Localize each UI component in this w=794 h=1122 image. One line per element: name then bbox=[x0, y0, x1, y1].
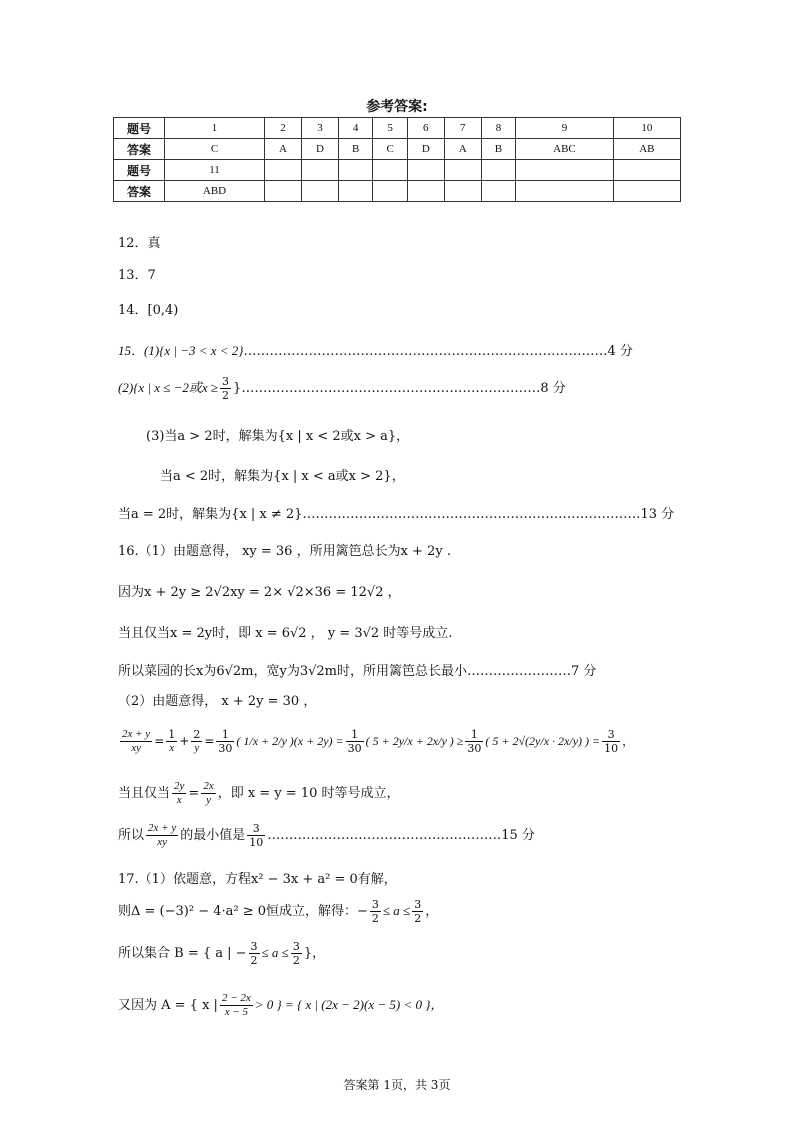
table-cell: 9 bbox=[516, 118, 614, 139]
row-label: 题号 bbox=[114, 160, 165, 181]
answer-16-line4: 所以菜园的长x为6√2m，宽y为3√2m时，所用篱笆总长最小……………………7 分 bbox=[118, 664, 597, 679]
table-cell bbox=[613, 181, 680, 202]
table-cell bbox=[444, 181, 481, 202]
row-label: 答案 bbox=[114, 139, 165, 160]
table-cell: ABC bbox=[516, 139, 614, 160]
answer-15-part1: 15．(1){x | −3 < x < 2}…………………………………………………………………………4 分 bbox=[118, 343, 633, 359]
answer-17-line2: 则Δ = (−3)² − 4·a² ≥ 0恒成立，解得：− $\frac{3}{2}$ ≤ a ≤ $\frac{3}{2}$ ， bbox=[118, 898, 439, 925]
table-cell bbox=[516, 181, 614, 202]
table-cell bbox=[338, 160, 372, 181]
answer-16-minimum: 所以 $\frac{2x + y}{xy}$ 的最小值是 $\frac{3}{10}$ ………………………………………………15 分 bbox=[118, 822, 535, 849]
answer-13: 13．7 bbox=[118, 268, 156, 283]
table-cell: A bbox=[265, 139, 302, 160]
answer-16-equality: 当且仅当 $\frac{2y}{x}$ = $\frac{2x}{y}$ ，即 x = y = 10 时等号成立， bbox=[118, 780, 400, 806]
answer-14: 14．[0,4) bbox=[118, 303, 179, 318]
answer-15-part2: (2){x | x ≤ −2或x ≥ $\frac{3}{2}$ }……………………………………………………………8 分 bbox=[118, 375, 566, 402]
answer-title: 参考答案: bbox=[366, 99, 428, 115]
table-cell: C bbox=[373, 139, 407, 160]
answer-17-line3: 所以集合 B = { a | − $\frac{3}{2}$ ≤ a ≤ $\frac{3}{2}$ }， bbox=[118, 940, 326, 967]
table-cell bbox=[407, 181, 444, 202]
answer-17-line4: 又因为 A = { x | $\frac{2 - 2x}{x - 5}$ > 0 } = { x | (2x − 2)(x − 5) < 0 }， bbox=[118, 992, 444, 1018]
table-cell: D bbox=[302, 139, 339, 160]
table-cell: ABD bbox=[165, 181, 265, 202]
table-cell bbox=[265, 181, 302, 202]
table-row bbox=[114, 139, 681, 160]
table-cell bbox=[407, 160, 444, 181]
answer-16-line1: 16.（1）由题意得， xy = 36 ，所用篱笆总长为x + 2y . bbox=[118, 544, 451, 559]
table-row bbox=[114, 118, 681, 139]
table-cell bbox=[481, 181, 515, 202]
table-cell: AB bbox=[613, 139, 680, 160]
table-cell: 1 bbox=[165, 118, 265, 139]
answer-17-line1: 17.（1）依题意，方程x² − 3x + a² = 0有解， bbox=[118, 872, 397, 887]
table-cell: C bbox=[165, 139, 265, 160]
table-cell: A bbox=[444, 139, 481, 160]
table-cell bbox=[516, 160, 614, 181]
table-cell bbox=[481, 160, 515, 181]
answer-15-part3-a: (3)当a > 2时，解集为{x | x < 2或x > a}， bbox=[146, 429, 410, 444]
answer-16-equation: $\frac{2x + y}{xy}$ = $\frac{1}{x}$ + $\frac{2}{y}$ = $\frac{1}{30}$ ( 1/x + 2/y )(x + 2y) = $\frac{1}{30}$ ( 5 + 2y/x + 2x/y ) ≥ $\frac{1}{30}$ ( 5 + 2√(2y/x · 2x/y) ) = $\frac{3}{10}$ ， bbox=[122, 728, 635, 755]
table-cell bbox=[302, 181, 339, 202]
table-cell: 4 bbox=[338, 118, 372, 139]
answer-16-line3: 当且仅当x = 2y时，即 x = 6√2 ， y = 3√2 时等号成立. bbox=[118, 626, 453, 641]
answer-16-line5: （2）由题意得， x + 2y = 30 ， bbox=[118, 694, 317, 709]
table-cell bbox=[302, 160, 339, 181]
table-cell bbox=[613, 160, 680, 181]
table-cell: 11 bbox=[165, 160, 265, 181]
answer-12: 12．真 bbox=[118, 236, 161, 251]
answer-15-part3-b: 当a < 2时，解集为{x | x < a或x > 2}， bbox=[160, 469, 405, 484]
table-cell: B bbox=[338, 139, 372, 160]
table-cell bbox=[338, 181, 372, 202]
row-label: 题号 bbox=[114, 118, 165, 139]
table-cell bbox=[265, 160, 302, 181]
table-cell: 5 bbox=[373, 118, 407, 139]
table-row bbox=[114, 160, 681, 181]
table-cell: 10 bbox=[613, 118, 680, 139]
row-label: 答案 bbox=[114, 181, 165, 202]
table-cell: D bbox=[407, 139, 444, 160]
table-cell: 7 bbox=[444, 118, 481, 139]
answer-16-line2: 因为x + 2y ≥ 2√2xy = 2× √2×36 = 12√2 ， bbox=[118, 585, 401, 600]
answer-table bbox=[113, 117, 681, 202]
answer-15-part3-c: 当a = 2时，解集为{x | x ≠ 2}……………………………………………………………………13 分 bbox=[118, 507, 675, 522]
table-cell: 8 bbox=[481, 118, 515, 139]
table-cell: 3 bbox=[302, 118, 339, 139]
table-cell bbox=[373, 181, 407, 202]
table-cell: B bbox=[481, 139, 515, 160]
table-cell: 2 bbox=[265, 118, 302, 139]
table-cell bbox=[444, 160, 481, 181]
table-cell bbox=[373, 160, 407, 181]
table-cell: 6 bbox=[407, 118, 444, 139]
table-row bbox=[114, 181, 681, 202]
page-footer: 答案第 1页，共 3页 bbox=[343, 1078, 451, 1092]
